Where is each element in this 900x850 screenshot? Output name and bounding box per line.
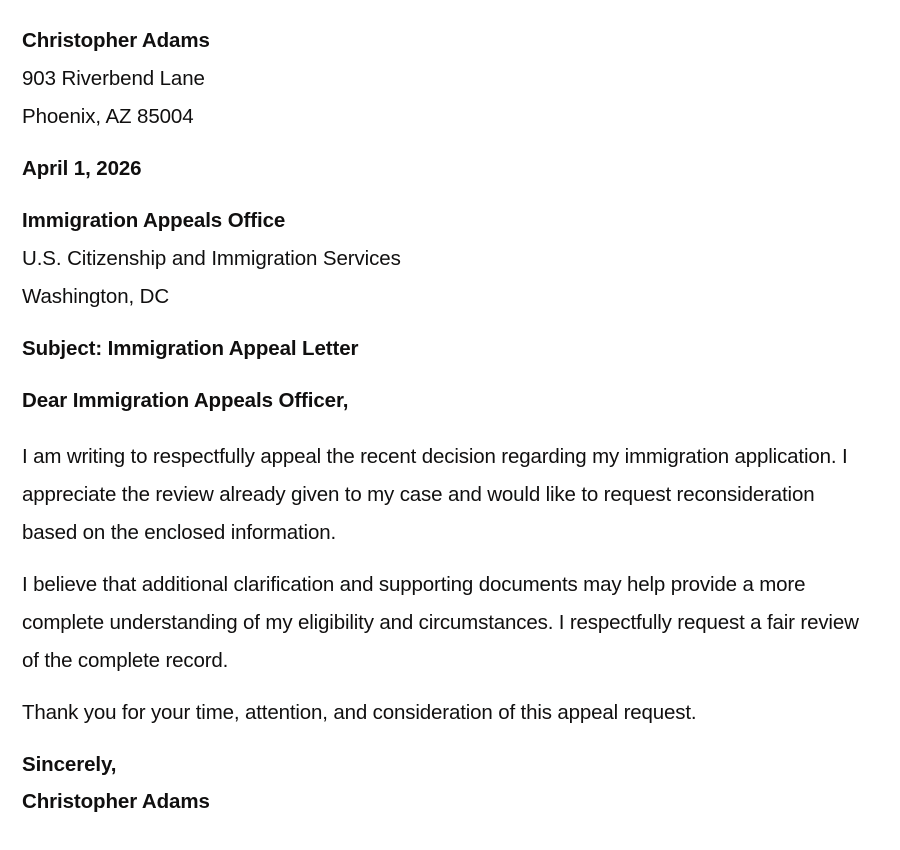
body-paragraph-1: I am writing to respectfully appeal the recent decision regarding my immigration application. I appreciate the review already given to my case and would like to request reconsideration based on the enclosed information. bbox=[22, 445, 848, 544]
valediction: Sincerely, bbox=[22, 753, 117, 776]
sender-address-block bbox=[22, 22, 874, 136]
salutation-line: Dear Immigration Appeals Officer, bbox=[22, 389, 349, 412]
body-paragraph-2: I believe that additional clarification and supporting documents may help provide a more complete understanding of my eligibility and circumstances. I respectfully request a fair review of the complete record. bbox=[22, 573, 859, 672]
recipient-office: Immigration Appeals Office bbox=[22, 209, 286, 232]
sender-street: 903 Riverbend Lane bbox=[22, 67, 205, 90]
subject-block bbox=[22, 330, 874, 368]
recipient-agency: U.S. Citizenship and Immigration Services bbox=[22, 247, 401, 270]
recipient-address-block bbox=[22, 202, 874, 316]
subject-line: Subject: Immigration Appeal Letter bbox=[22, 337, 359, 360]
salutation-block bbox=[22, 382, 874, 420]
sender-name: Christopher Adams bbox=[22, 29, 210, 52]
date-block bbox=[22, 150, 874, 188]
letter-date: April 1, 2026 bbox=[22, 157, 142, 180]
recipient-city-state: Washington, DC bbox=[22, 285, 170, 308]
body-paragraph-3: Thank you for your time, attention, and consideration of this appeal request. bbox=[22, 701, 697, 724]
signature-name: Christopher Adams bbox=[22, 790, 210, 813]
salutation-body-spacer bbox=[22, 434, 874, 436]
sender-city-state-zip: Phoenix, AZ 85004 bbox=[22, 105, 194, 128]
closing-block bbox=[22, 746, 874, 820]
